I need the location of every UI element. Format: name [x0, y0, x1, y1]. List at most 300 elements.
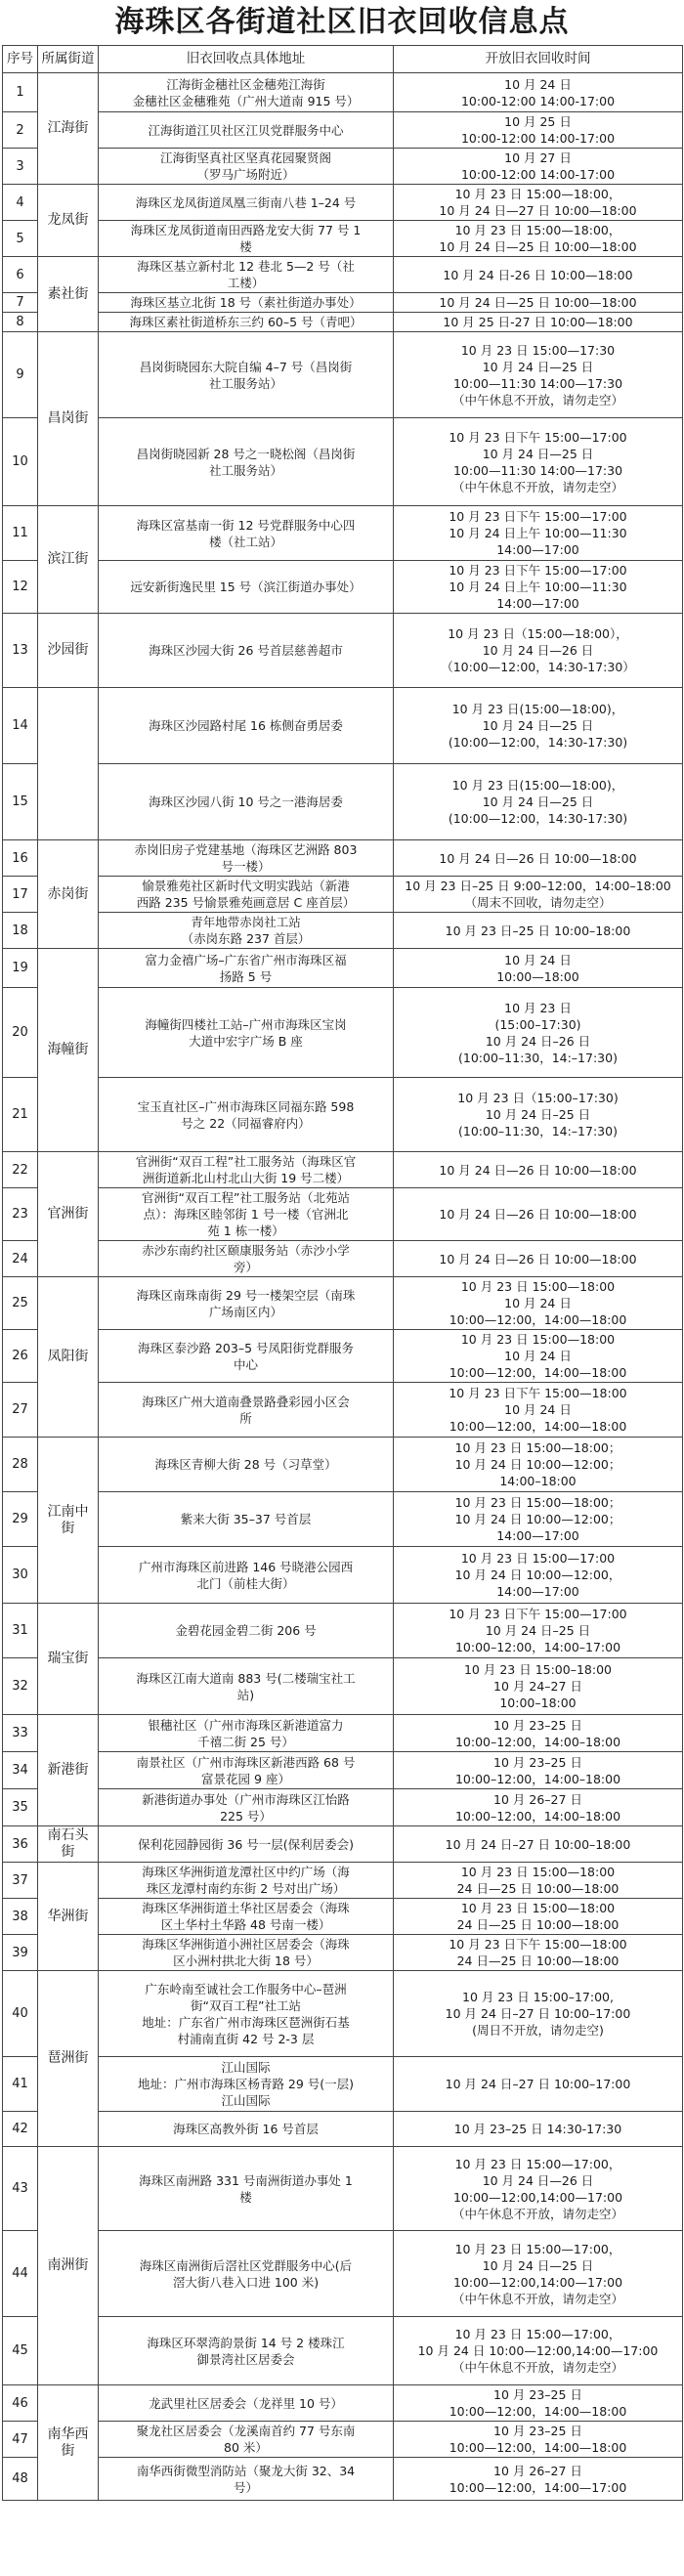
time-line: 10:00–12:00，14:00–18:00 [454, 1771, 621, 1786]
time-line: 10 月 24 日—25 日 [482, 794, 594, 809]
address-cell [99, 418, 394, 506]
street-cell: 南石头街 [38, 1826, 99, 1863]
address-cell [99, 185, 394, 221]
table-row [3, 2458, 683, 2501]
address-cell [99, 988, 394, 1078]
time-line: 14:00—17:00 [496, 1584, 579, 1599]
time-cell [394, 149, 683, 185]
row-seq: 38 [3, 1899, 38, 1935]
time-line: 10 月 23 日（15:00–17:30) [457, 1091, 619, 1105]
row-seq: 42 [3, 2112, 38, 2147]
time-cell [394, 2458, 683, 2501]
page-title: 海珠区各街道社区旧衣回收信息点 [114, 5, 570, 39]
address-line: 富景花园 9 座） [201, 1771, 290, 1786]
row-seq: 4 [3, 185, 38, 221]
address-cell [99, 764, 394, 840]
table-row [3, 221, 683, 257]
time-cell [394, 1826, 683, 1863]
address-cell [99, 149, 394, 185]
time-cell [394, 73, 683, 112]
address-line: 广场南区内） [208, 1304, 282, 1319]
table-row [3, 2057, 683, 2112]
time-line: 10 月 24 日 [504, 1349, 572, 1363]
time-line: 10 月 23–25 日 [493, 2387, 582, 2402]
time-line: 10 月 24 日—26 日 [482, 2172, 594, 2188]
address-line: 海珠区素社街道桥东三约 60–5 号（青吧） [129, 315, 363, 329]
table-row [3, 1826, 683, 1863]
time-line: 24 日—25 日 10:00—18:00 [456, 1917, 620, 1932]
address-line: 昌岗街晓园东大院自编 4–7 号（昌岗街 [139, 359, 353, 374]
table-row [3, 1330, 683, 1383]
time-line: 14:00–18:00 [499, 1474, 577, 1488]
time-line: 10 月 23–25 日 [493, 1754, 582, 1770]
time-cell [394, 1604, 683, 1658]
time-line: 10 月 23–25 日 [493, 2424, 582, 2438]
address-cell [99, 2458, 394, 2501]
row-seq: 48 [3, 2458, 38, 2501]
time-cell [394, 949, 683, 988]
time-line: 10 月 27 日 [504, 150, 572, 165]
table-row [3, 332, 683, 418]
address-line: 社工服务站） [208, 375, 282, 391]
address-line: 西路 235 号愉景雅苑画意居 C 座首层） [136, 895, 356, 910]
address-line: （赤岗东路 237 首层） [181, 931, 311, 946]
address-line: 千禧二街 25 号） [197, 1734, 294, 1749]
time-line: 10 月 24 日—26 日 10:00—18:00 [439, 1251, 637, 1267]
address-cell [99, 1826, 394, 1863]
time-line: 10 月 23 日–25 日 10:00–18:00 [445, 923, 631, 938]
address-line: 远安新街逸民里 15 号（滨江街道办事处） [130, 580, 362, 594]
table-row [3, 913, 683, 949]
time-cell [394, 988, 683, 1078]
time-line: 10:00-12:00 14:00-17:00 [460, 93, 616, 108]
time-line: 10 月 24 日—26 日 10:00—18:00 [439, 1207, 637, 1222]
address-line: 南景社区（广州市海珠区新港西路 68 号 [136, 1754, 356, 1770]
row-seq: 43 [3, 2147, 38, 2231]
address-cell [99, 1863, 394, 1899]
table-row [3, 1935, 683, 1971]
table-row [3, 506, 683, 561]
time-cell [394, 332, 683, 418]
time-line: 10 月 26–27 日 [493, 2463, 582, 2478]
time-line: 10 月 24 日 [504, 1296, 572, 1310]
table-row [3, 1971, 683, 2057]
row-seq: 12 [3, 561, 38, 614]
street-cell: 昌岗街 [38, 332, 99, 506]
table-row [3, 149, 683, 185]
row-seq: 10 [3, 418, 38, 506]
table-row [3, 293, 683, 313]
time-cell [394, 1330, 683, 1383]
time-cell [394, 1715, 683, 1752]
time-cell [394, 257, 683, 293]
time-line: 10 月 23 日下午 15:00—17:00 [449, 1607, 627, 1621]
time-cell [394, 2057, 683, 2112]
street-cell [38, 688, 99, 840]
address-cell [99, 1971, 394, 2057]
address-line: 海珠区基立北街 18 号（素社街道办事处） [130, 295, 362, 310]
row-seq: 11 [3, 506, 38, 561]
street-cell: 江海街 [38, 73, 99, 185]
time-line: 10 月 23 日下午 15:00—18:00 [449, 1937, 627, 1952]
row-seq: 17 [3, 877, 38, 913]
time-cell [394, 1152, 683, 1188]
time-cell [394, 293, 683, 313]
table-row [3, 688, 683, 764]
time-cell [394, 1438, 683, 1492]
row-seq: 26 [3, 1330, 38, 1383]
table-row [3, 2112, 683, 2147]
header-seq: 序号 [3, 46, 38, 73]
address-line: 中心 [233, 1356, 258, 1372]
table-row [3, 2147, 683, 2231]
address-cell [99, 1547, 394, 1604]
address-line: 号一楼） [221, 859, 271, 874]
table-row [3, 1752, 683, 1789]
time-line: (10:00—12:00，14:30-17:30) [448, 811, 628, 826]
street-cell: 琶洲街 [38, 1971, 99, 2147]
address-cell [99, 2385, 394, 2422]
time-line: 10 月 24–27 日 [493, 1679, 582, 1694]
time-line: 10 月 23 日 15:00—18:00 [460, 1901, 616, 1915]
time-line: 10 月 23 日(15:00—18:00)， [451, 778, 624, 793]
time-line: 14:00—17:00 [496, 596, 579, 611]
table-row [3, 1715, 683, 1752]
time-cell [394, 185, 683, 221]
row-seq: 2 [3, 112, 38, 149]
table-row [3, 1658, 683, 1715]
address-line: 江海街金穗社区金穗苑江海街 [166, 76, 325, 92]
time-line: 10 月 24 日—25 日 [482, 446, 594, 461]
time-line: (15:00–17:30) [494, 1016, 581, 1032]
address-line: 赤岗旧房子党建基地（海珠区艺洲路 803 [134, 842, 358, 857]
address-line: 地址：广东省广州市海珠区琶洲街石基 [142, 2014, 350, 2030]
time-line: 10 月 24 日—25 日 [482, 2257, 594, 2273]
address-line: 社工服务站） [208, 462, 282, 478]
time-cell [394, 1277, 683, 1330]
address-cell [99, 2112, 394, 2147]
time-line: （中午休息不开放，请勿走空） [451, 2291, 623, 2306]
time-line: 10 月 23 日下午 15:00—17:00 [449, 563, 627, 578]
time-line: 10 月 24 日—26 日 10:00—18:00 [439, 1162, 637, 1178]
table-row [3, 988, 683, 1078]
time-line: 10 月 23 日 15:00—18:00 [460, 1865, 616, 1879]
address-cell [99, 949, 394, 988]
address-line: 80 米） [224, 2440, 268, 2455]
row-seq: 32 [3, 1658, 38, 1715]
time-line: 14:00—17:00 [496, 1528, 579, 1543]
address-line: 大道中宏宇广场 B 座 [189, 1033, 303, 1049]
time-line: 10 月 24 日—27 日 10:00—18:00 [439, 203, 637, 218]
row-seq: 25 [3, 1277, 38, 1330]
address-cell [99, 1899, 394, 1935]
address-line: 海珠区高教外街 16 号首层 [173, 2122, 319, 2136]
time-line: （周末不回收，请勿走空） [464, 895, 612, 910]
table-row [3, 112, 683, 149]
time-cell [394, 1971, 683, 2057]
address-cell [99, 221, 394, 257]
table-row [3, 877, 683, 913]
address-line: 富力金禧广场–广东省广州市海珠区福 [145, 952, 347, 967]
table-row [3, 1383, 683, 1438]
time-line: 10 月 24 日–26 日 [485, 1033, 591, 1049]
time-line: 10 月 24 日—25 日 [482, 359, 594, 374]
time-line: （10:00—12:00，14:30-17:30） [441, 660, 635, 674]
address-cell [99, 1438, 394, 1492]
street-cell: 沙园街 [38, 614, 99, 688]
row-seq: 37 [3, 1863, 38, 1899]
time-line: （中午休息不开放，请勿走空） [451, 2206, 623, 2221]
time-cell [394, 1789, 683, 1826]
table-row [3, 1438, 683, 1492]
time-line: 10 月 24 日–25 日 [485, 1107, 591, 1122]
address-line: 楼 [239, 239, 252, 254]
table-row [3, 2231, 683, 2317]
table-row [3, 1899, 683, 1935]
address-line: 南华西街微型消防站（聚龙大街 32、34 [136, 2463, 356, 2478]
address-line: 江山国际 [221, 2060, 271, 2075]
time-cell [394, 1078, 683, 1152]
address-cell [99, 313, 394, 332]
time-line: 10 月 23 日 15:00–17:00, [462, 1990, 614, 2004]
time-cell [394, 561, 683, 614]
time-line: 10:00—12:00，14:00—17:00 [449, 2479, 627, 2495]
address-cell [99, 1241, 394, 1277]
row-seq: 20 [3, 988, 38, 1078]
time-line: 10 月 24 日—25 日 10:00—18:00 [439, 295, 637, 310]
time-line: 10 月 23 日 15:00—17:00， [454, 2327, 621, 2341]
time-cell [394, 506, 683, 561]
row-seq: 45 [3, 2317, 38, 2385]
address-line: 海珠区龙凤街道凤凰三街南八巷 1–24 号 [135, 194, 357, 210]
time-cell [394, 1752, 683, 1789]
time-line: 10:00–12:00，14:00–17:00 [454, 1640, 621, 1654]
address-cell [99, 1492, 394, 1547]
time-line: 10:00—12:00，14:00—18:00 [449, 1419, 627, 1434]
table-row [3, 1863, 683, 1899]
time-line: 10 月 24 日 10:00—12:00， [454, 1567, 621, 1582]
row-seq: 27 [3, 1383, 38, 1438]
address-line: 村浦南直街 42 号 2-3 层 [177, 2031, 315, 2046]
street-cell: 凤阳街 [38, 1277, 99, 1438]
time-cell [394, 840, 683, 877]
time-line: 10 月 24 日 10:00—12:00,14:00—17:00 [417, 2343, 659, 2358]
time-line: 10 月 23–25 日 [493, 1717, 582, 1733]
address-line: 金穗社区金穗雅苑（广州大道南 915 号） [132, 93, 360, 108]
address-cell [99, 1188, 394, 1241]
time-cell [394, 313, 683, 332]
table-row [3, 418, 683, 506]
address-cell [99, 1752, 394, 1789]
table-row [3, 2385, 683, 2422]
address-line: 金碧花园金碧二街 206 号 [175, 1623, 317, 1638]
time-line: 10 月 24 日—25 日 [482, 718, 594, 733]
address-line: 紫来大街 35–37 号首层 [180, 1512, 312, 1526]
time-line: 10 月 24 日–27 日 10:00–18:00 [445, 1836, 631, 1852]
row-seq: 30 [3, 1547, 38, 1604]
table-row [3, 1547, 683, 1604]
street-cell: 素社街 [38, 257, 99, 332]
address-cell [99, 2147, 394, 2231]
time-line: （中午休息不开放，请勿走空） [451, 392, 623, 408]
street-cell: 海幢街 [38, 949, 99, 1152]
address-cell [99, 1658, 394, 1715]
time-cell [394, 913, 683, 949]
row-seq: 14 [3, 688, 38, 764]
address-cell [99, 1604, 394, 1658]
address-cell [99, 112, 394, 149]
address-line: 扬路 5 号 [219, 968, 273, 984]
address-line: 江海街坚真社区坚真花园聚贤阁 [159, 150, 331, 165]
time-line: 10 月 23 日 15:00—18:00 [460, 1332, 616, 1347]
time-line: 10 月 23 日 15:00—17:30 [460, 342, 616, 358]
time-cell [394, 614, 683, 688]
address-line: 御景湾社区居委会 [196, 2351, 295, 2367]
time-line: 24 日—25 日 10:00—18:00 [456, 1953, 620, 1968]
row-seq: 21 [3, 1078, 38, 1152]
row-seq: 36 [3, 1826, 38, 1863]
table-row [3, 1789, 683, 1826]
header-time: 开放旧衣回收时间 [394, 46, 683, 73]
time-line: (10:00–11:30，14:–17:30) [458, 1050, 618, 1065]
row-seq: 35 [3, 1789, 38, 1826]
address-line: 海珠区江南大道南 883 号(二楼瑞宝社工 [136, 1670, 356, 1686]
time-line: 10:00—12:00，14:00—18:00 [449, 2440, 627, 2455]
table-row [3, 313, 683, 332]
time-line: 10 月 23 日下午 15:00—18:00 [449, 1386, 627, 1400]
address-line: 海珠区华洲街道小洲社区居委会（海珠 [142, 1937, 350, 1952]
time-cell [394, 1383, 683, 1438]
header-street: 所属街道 [38, 46, 99, 73]
table-row [3, 949, 683, 988]
time-line: 14:00—17:00 [496, 542, 579, 557]
time-cell [394, 1863, 683, 1899]
time-line: 10:00-12:00 14:00-17:00 [460, 167, 616, 182]
address-cell [99, 1383, 394, 1438]
time-line: 10 月 23 日下午 15:00—17:00 [449, 509, 627, 524]
time-line: 10 月 23 日 15:00—18:00， [454, 187, 621, 201]
time-cell [394, 1492, 683, 1547]
time-line: 10:00–12:00，14:00–18:00 [454, 1808, 621, 1824]
table-row [3, 614, 683, 688]
address-line: 楼 [239, 2189, 252, 2205]
time-cell [394, 877, 683, 913]
row-seq: 29 [3, 1492, 38, 1547]
address-cell [99, 614, 394, 688]
time-line: 10:00—12:00,14:00—17:00 [452, 2274, 623, 2290]
table-row [3, 1492, 683, 1547]
time-line: 10:00—12:00,14:00—17:00 [452, 2189, 623, 2205]
address-line: 昌岗街晓园新 28 号之一晓松阁（昌岗街 [136, 446, 356, 461]
time-cell [394, 112, 683, 149]
table-row [3, 1152, 683, 1188]
time-cell [394, 1899, 683, 1935]
time-line: 10:00—11:30 14:00—17:30 [452, 375, 623, 391]
address-cell [99, 1789, 394, 1826]
address-line: 海珠区富基南一街 12 号党群服务中心四 [136, 517, 356, 533]
table-row [3, 1604, 683, 1658]
address-cell [99, 913, 394, 949]
address-cell [99, 293, 394, 313]
time-line: 10:00—18:00 [496, 968, 579, 984]
address-line: 所 [239, 1410, 252, 1426]
address-line: 点）：海珠区睦邻街 1 号一楼（官洲北 [143, 1207, 349, 1222]
table-row [3, 2422, 683, 2458]
address-line: 海珠区基立新村北 12 巷北 5—2 号（社 [137, 259, 355, 274]
time-line: 10:00-12:00 14:00-17:00 [460, 131, 616, 146]
address-line: 赤沙东南约社区颐康服务站（赤沙小学 [142, 1243, 350, 1258]
row-seq: 34 [3, 1752, 38, 1789]
header-address: 旧衣回收点具体地址 [99, 46, 394, 73]
address-cell [99, 2231, 394, 2317]
row-seq: 16 [3, 840, 38, 877]
time-line: 10 月 24 日 [504, 952, 572, 967]
address-line: 宝玉直社区–广州市海珠区同福东路 598 [137, 1098, 355, 1114]
address-line: 海幢街四楼社工站–广州市海珠区宝岗 [145, 1016, 347, 1032]
address-cell [99, 1715, 394, 1752]
time-line: 10:00–18:00 [499, 1696, 577, 1710]
table-body [3, 73, 683, 2501]
row-seq: 40 [3, 1971, 38, 2057]
address-line: 海珠区广州大道南叠景路叠彩园小区会 [142, 1394, 350, 1409]
table-row [3, 1078, 683, 1152]
time-line: 10 月 23 日 15:00—18:00； [454, 1495, 621, 1510]
address-cell [99, 877, 394, 913]
time-line: 10 月 24 日上午 10:00—11:30 [449, 526, 627, 540]
table-row [3, 1277, 683, 1330]
address-line: 愉景雅苑社区新时代文明实践站（新港 [142, 879, 350, 893]
address-line: 官洲街“双百工程”社工服务站（北苑站 [142, 1190, 350, 1205]
time-cell [394, 2422, 683, 2458]
time-cell [394, 2317, 683, 2385]
address-line: 海珠区沙园大街 26 号首层慈善超市 [149, 643, 343, 658]
table-row [3, 2317, 683, 2385]
table-row [3, 764, 683, 840]
address-cell [99, 506, 394, 561]
time-line: 10 月 23 日 15:00–18:00 [463, 1662, 612, 1677]
address-line: 工楼） [227, 276, 265, 290]
address-line: 站) [236, 1687, 255, 1702]
time-line: 10 月 23 日（15:00—18:00）， [448, 626, 628, 641]
time-line: 10 月 23 日–25 日 9:00–12:00，14:00–18:00 [405, 879, 671, 893]
address-cell [99, 2057, 394, 2112]
address-line: 225 号） [220, 1808, 272, 1824]
time-line: 10 月 26–27 日 [493, 1791, 582, 1807]
address-cell [99, 1277, 394, 1330]
time-line: 10 月 24 日—26 日 10:00—18:00 [439, 850, 637, 866]
row-seq: 8 [3, 313, 38, 332]
address-line: 海珠区华洲街道龙潭社区中约广场（海 [142, 1865, 350, 1879]
time-line: （中午休息不开放，请勿走空） [451, 479, 623, 494]
time-line: 10 月 24 日–27 日 10:00–17:00 [445, 2006, 631, 2021]
time-line: 10 月 23 日 15:00—17:00 [460, 1551, 616, 1566]
address-line: 号之 22（同福睿府内） [181, 1115, 311, 1131]
time-line: 10:00—11:30 14:00—17:30 [452, 462, 623, 478]
time-cell [394, 418, 683, 506]
time-cell [394, 221, 683, 257]
address-line: 海珠区南珠南街 29 号一楼架空层（南珠 [136, 1287, 356, 1303]
address-line: 旁） [233, 1260, 258, 1274]
time-line: 10 月 24 日-26 日 10:00—18:00 [443, 267, 633, 282]
time-line: 24 日—25 日 10:00—18:00 [456, 1881, 620, 1896]
address-line: 北门（前桂大街） [196, 1575, 295, 1591]
time-line: 10 月 23 日 15:00—18:00， [454, 223, 621, 237]
address-line: 区土华村土华路 48 号南一楼） [160, 1917, 331, 1932]
row-seq: 3 [3, 149, 38, 185]
address-cell [99, 1935, 394, 1971]
address-line: 海珠区龙凤街道南田西路龙安大街 77 号 1 [130, 223, 362, 237]
street-cell: 华洲街 [38, 1863, 99, 1971]
